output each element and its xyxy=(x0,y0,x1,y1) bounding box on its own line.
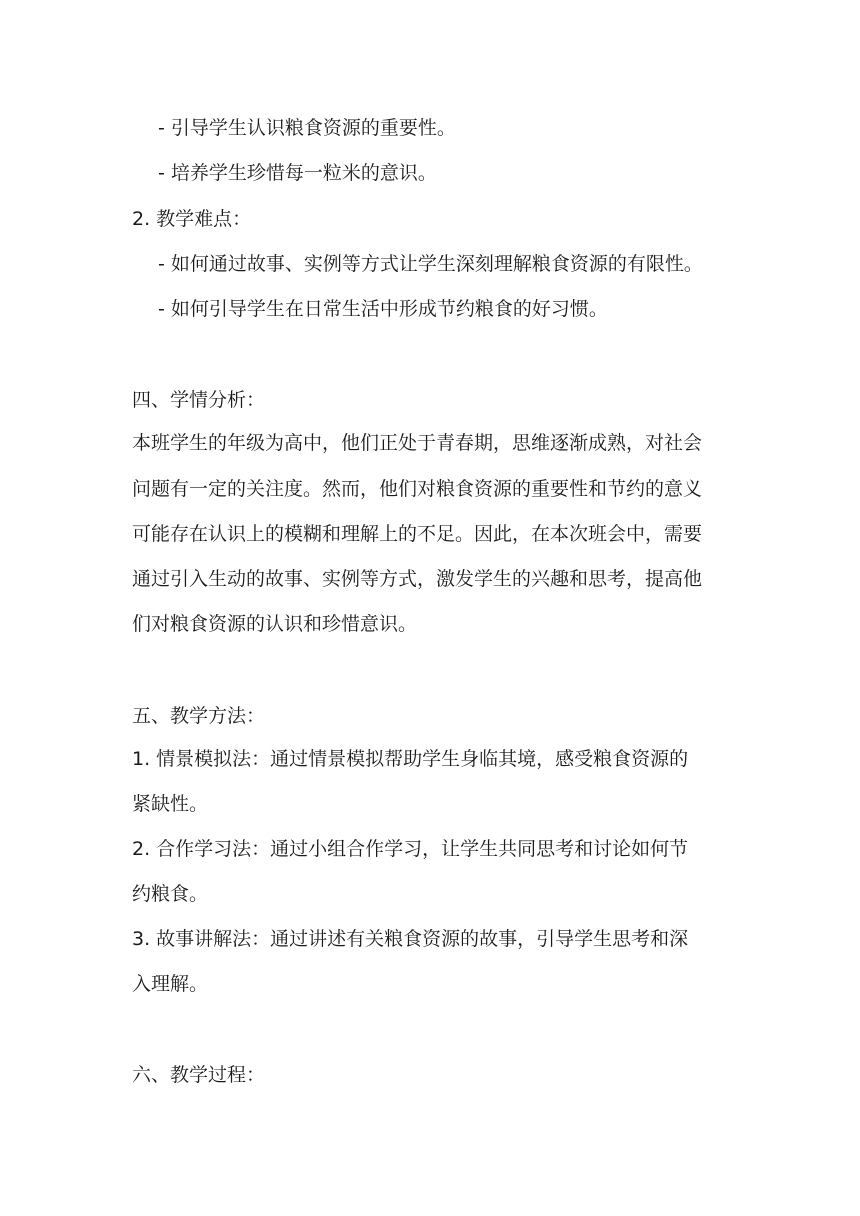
section-5-method-line: 3. 故事讲解法：通过讲述有关粮食资源的故事，引导学生思考和深 xyxy=(132,928,689,950)
difficulty-item-2: - 如何引导学生在日常生活中形成节约粮食的好习惯。 xyxy=(158,298,608,320)
teaching-focus-item-2: - 培养学生珍惜每一粒米的意识。 xyxy=(158,162,437,184)
difficulty-heading: 2. 教学难点： xyxy=(132,208,252,230)
section-4-paragraph-line: 可能存在认识上的模糊和理解上的不足。因此，在本次班会中，需要 xyxy=(132,523,703,545)
section-5-method-line: 约粮食。 xyxy=(132,883,209,905)
section-5-method-line: 2. 合作学习法：通过小组合作学习，让学生共同思考和讨论如何节 xyxy=(132,838,689,860)
section-5-method-line: 1. 情景模拟法：通过情景模拟帮助学生身临其境，感受粮食资源的 xyxy=(132,748,689,770)
section-5-method-line: 入理解。 xyxy=(132,973,209,995)
section-4-paragraph-line: 本班学生的年级为高中，他们正处于青春期，思维逐渐成熟，对社会 xyxy=(132,432,703,454)
section-5-method-line: 紧缺性。 xyxy=(132,793,209,815)
section-4-heading: 四、学情分析： xyxy=(132,389,266,411)
difficulty-item-1: - 如何通过故事、实例等方式让学生深刻理解粮食资源的有限性。 xyxy=(158,253,703,275)
section-4-paragraph-line: 通过引入生动的故事、实例等方式，激发学生的兴趣和思考，提高他 xyxy=(132,568,703,590)
section-4-paragraph-line: 问题有一定的关注度。然而，他们对粮食资源的重要性和节约的意义 xyxy=(132,478,703,500)
teaching-focus-item-1: - 引导学生认识粮食资源的重要性。 xyxy=(158,117,456,139)
section-6-heading: 六、教学过程： xyxy=(132,1064,266,1086)
section-4-paragraph-line: 们对粮食资源的认识和珍惜意识。 xyxy=(132,613,418,635)
section-5-heading: 五、教学方法： xyxy=(132,705,266,727)
